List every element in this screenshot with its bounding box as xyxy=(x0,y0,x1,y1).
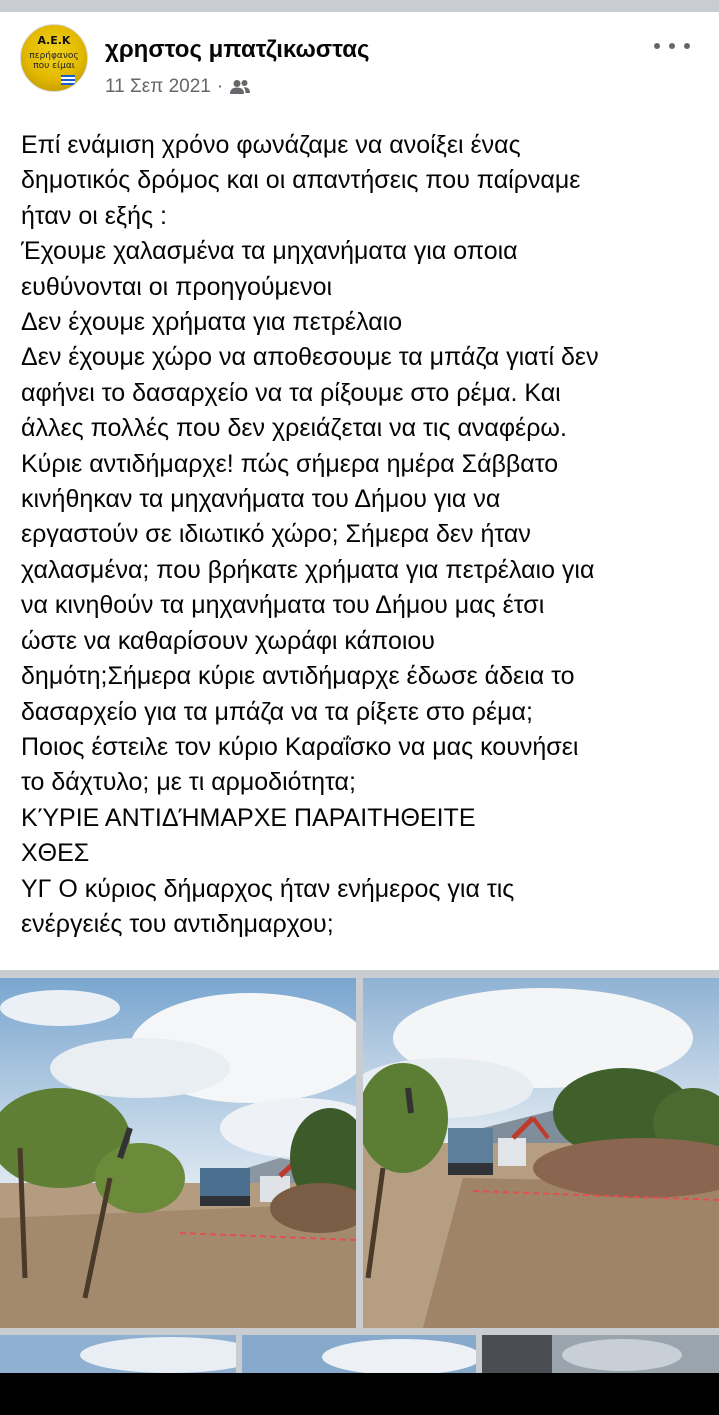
post-meta xyxy=(105,76,251,98)
post-text-line: ευθύνονται οι προηγούμενοι xyxy=(21,272,333,301)
post-text-line: ΚΎΡΙΕ ΑΝΤΙΔΉΜΑΡΧΕ ΠΑΡΑΙΤΗΘΕΙΤΕ xyxy=(21,803,476,832)
post-text-line: ώστε να καθαρίσουν χωράφι κάποιου xyxy=(21,626,435,655)
post-text-line: να κινηθούν τα μηχανήματα του Δήμου μας έτσι xyxy=(21,591,545,620)
post-text-line: δημοτικός δρόμος και οι απαντήσεις που παίρναμε xyxy=(21,166,581,195)
post-photo-1[interactable] xyxy=(0,978,356,1328)
post-text xyxy=(21,128,711,942)
post-text-line: Δεν έχουμε χρήματα για πετρέλαιο xyxy=(21,308,403,337)
post-text-line: αφήνει το δασαρχείο να τα ρίξουμε στο ρέμα. Και xyxy=(21,378,561,407)
post-text-line: Επί ενάμιση χρόνο φωνάζαμε να ανοίξει ένας xyxy=(21,131,521,159)
more-dot xyxy=(684,43,690,49)
post-text-line: Ποιος έστειλε τον κύριο Καραΐσκο να μας κουνήσει xyxy=(21,732,579,761)
meta-separator: · xyxy=(216,76,224,97)
post-date[interactable]: 11 Σεπ 2021 xyxy=(105,76,211,97)
post-photo-3[interactable] xyxy=(0,1335,236,1373)
avatar-logo-text: Α.Ε.Κ xyxy=(37,34,71,47)
post-text-line: ενέργειές του αντιδημαρχου; xyxy=(21,909,334,938)
more-dot xyxy=(654,43,660,49)
post-text-line: κινήθηκαν τα μηχανήματα του Δήμου για να xyxy=(21,485,501,514)
author-name[interactable]: χρηστος μπατζικωστας xyxy=(105,36,370,63)
more-dot xyxy=(669,43,675,49)
post-text-line: χαλασμένα; που βρήκατε χρήματα για πετρέλαιο για xyxy=(21,555,595,584)
avatar-logo-subtext: περήφανος που είμαι xyxy=(29,51,79,71)
system-navigation-bar xyxy=(0,1373,719,1415)
avatar[interactable] xyxy=(20,24,88,92)
post-text-line: ΧΘΕΣ xyxy=(21,839,90,868)
post-text-line: Δεν έχουμε χώρο να αποθεσουμε τα μπάζα γιατί δεν xyxy=(21,343,599,372)
post-text-line: δημότη;Σήμερα κύριε αντιδήμαρχε έδωσε άδεια το xyxy=(21,662,575,691)
post-text-line: το δάχτυλο; με τι αρμοδιότητα; xyxy=(21,768,356,797)
post-text-line: άλλες πολλές που δεν χρειάζεται να τις αναφέρω. xyxy=(21,414,567,443)
post-text-line: ήταν οι εξής : xyxy=(21,201,167,230)
post-text-line: δασαρχείο για τα μπάζα να τα ρίξετε στο ρέμα; xyxy=(21,697,533,726)
post-text-line: Κύριε αντιδήμαρχε! πώς σήμερα ημέρα Σάββατο xyxy=(21,449,559,478)
top-strip xyxy=(0,0,719,12)
friends-icon[interactable] xyxy=(229,79,251,95)
post-photo-4[interactable] xyxy=(242,1335,476,1373)
more-options-icon[interactable] xyxy=(654,34,690,58)
post-text-line: Έχουμε χαλασμένα τα μηχανήματα για οποια xyxy=(21,237,518,266)
post-photo-5[interactable] xyxy=(482,1335,719,1373)
post-text-line: ΥΓ Ο κύριος δήμαρχος ήταν ενήμερος για τις xyxy=(21,874,515,903)
flag-icon xyxy=(61,75,75,85)
post-photo-2[interactable] xyxy=(363,978,719,1328)
post-text-line: εργαστούν σε ιδιωτικό χώρο; Σήμερα δεν ήταν xyxy=(21,520,531,549)
